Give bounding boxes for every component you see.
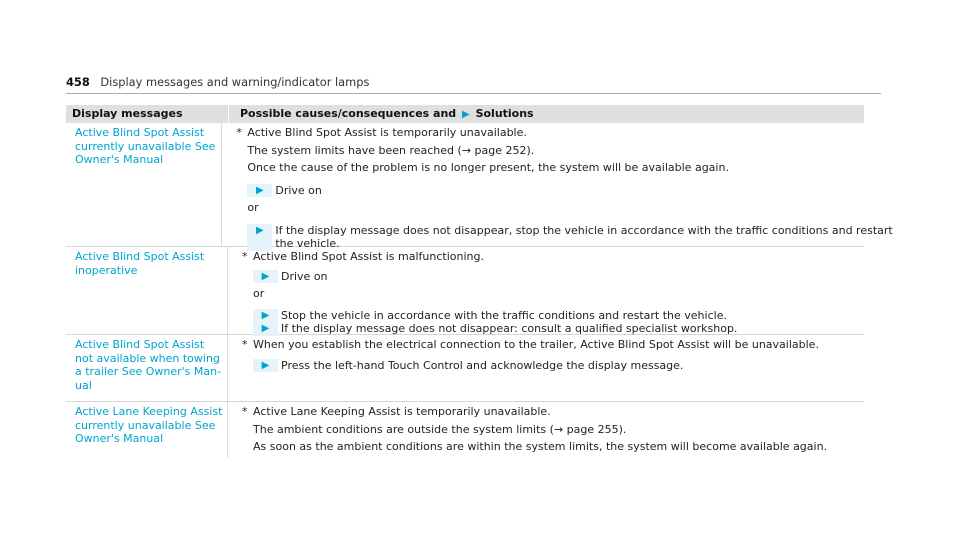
step-text: If the display message does not disappear: consult a qualified specialist workshop. bbox=[281, 322, 738, 335]
cause-line bbox=[242, 250, 864, 264]
solution-step bbox=[242, 322, 864, 336]
play-arrow-icon: ▶ bbox=[462, 109, 470, 120]
cause-text: Active Blind Spot Assist is malfunctioning. bbox=[253, 250, 484, 263]
info-line: The system limits have been reached (→ page 252). bbox=[247, 143, 535, 157]
step-text-line: the vehicle. bbox=[275, 237, 340, 250]
play-arrow-icon: ▶ bbox=[247, 224, 272, 251]
display-message-cell bbox=[66, 402, 228, 458]
play-arrow-icon: ▶ bbox=[253, 359, 278, 373]
info-line: As soon as the ambient conditions are within the system limits, the system will become available again. bbox=[253, 440, 828, 453]
step-text: Stop the vehicle in accordance with the traffic conditions and restart the vehicle. bbox=[281, 308, 727, 322]
display-message-cell bbox=[66, 247, 228, 334]
solution-cell bbox=[228, 402, 864, 458]
step-text-line: If the display message does not disappear, stop the vehicle in accordance with the traffic conditions and restart bbox=[275, 223, 893, 237]
cause-line bbox=[242, 338, 864, 352]
solution-cell bbox=[228, 335, 864, 401]
display-message-line: ual bbox=[75, 378, 92, 392]
display-message-line: inoperative bbox=[75, 263, 138, 277]
play-arrow-icon: ▶ bbox=[253, 309, 278, 323]
step-text: Press the left-hand Touch Control and acknowledge the display message. bbox=[281, 358, 684, 372]
display-message-line: Owner's Manual bbox=[75, 432, 164, 445]
display-message-cell bbox=[66, 335, 228, 401]
cause-line bbox=[242, 405, 864, 419]
display-message-line: Active Blind Spot Assist bbox=[75, 338, 205, 351]
column-header-solutions-label: Solutions bbox=[475, 107, 534, 120]
play-arrow-icon: ▶ bbox=[247, 184, 272, 198]
column-header-causes-label: Possible causes/consequences and bbox=[240, 107, 457, 120]
cause-text: Active Blind Spot Assist is temporarily unavailable. bbox=[247, 126, 527, 139]
display-message-line: not available when towing bbox=[75, 351, 220, 365]
solution-cell bbox=[222, 123, 893, 250]
solution-step bbox=[242, 352, 864, 373]
solution-cell bbox=[228, 247, 864, 334]
asterisk-icon: * bbox=[242, 405, 248, 418]
info-line: Once the cause of the problem is no longer present, the system will be available again. bbox=[247, 161, 729, 174]
cause-line bbox=[236, 126, 892, 140]
display-message-cell bbox=[66, 123, 222, 246]
solution-step bbox=[236, 215, 892, 251]
step-text: Drive on bbox=[275, 183, 322, 197]
asterisk-icon: * bbox=[242, 338, 248, 351]
cause-text: Active Lane Keeping Assist is temporarily unavailable. bbox=[253, 405, 551, 418]
step-text: Drive on bbox=[281, 269, 328, 283]
page-header bbox=[66, 75, 881, 94]
solution-step bbox=[242, 301, 864, 323]
table-row bbox=[66, 335, 864, 402]
display-messages-table bbox=[66, 105, 893, 458]
display-message-line: currently unavailable See bbox=[75, 418, 216, 432]
solution-step bbox=[236, 175, 892, 198]
display-message-line: Active Lane Keeping Assist bbox=[75, 405, 223, 418]
asterisk-icon: * bbox=[236, 126, 242, 139]
or-separator: or bbox=[253, 287, 265, 300]
display-message-line: Active Blind Spot Assist bbox=[75, 250, 205, 263]
table-row bbox=[66, 247, 864, 335]
display-message-line: currently unavailable See bbox=[75, 139, 216, 153]
or-separator: or bbox=[247, 201, 259, 214]
column-header-causes-solutions bbox=[228, 105, 864, 123]
display-message-line: Active Blind Spot Assist bbox=[75, 126, 205, 139]
display-message-line: Owner's Manual bbox=[75, 153, 164, 166]
info-line: The ambient conditions are outside the system limits (→ page 255). bbox=[253, 422, 627, 436]
table-header bbox=[66, 105, 864, 123]
page-number: 458 bbox=[66, 75, 90, 89]
page-title: Display messages and warning/indicator lamps bbox=[100, 75, 370, 89]
column-header-display-messages: Display messages bbox=[72, 107, 183, 120]
table-row bbox=[66, 123, 893, 250]
display-message-line: a trailer See Owner's Man- bbox=[75, 365, 222, 378]
table-row bbox=[66, 402, 864, 458]
solution-step bbox=[242, 264, 864, 284]
cause-text: When you establish the electrical connection to the trailer, Active Blind Spot Assist will be unavailable. bbox=[253, 338, 819, 351]
play-arrow-icon: ▶ bbox=[253, 270, 278, 284]
play-arrow-icon: ▶ bbox=[253, 322, 278, 336]
asterisk-icon: * bbox=[242, 250, 248, 263]
